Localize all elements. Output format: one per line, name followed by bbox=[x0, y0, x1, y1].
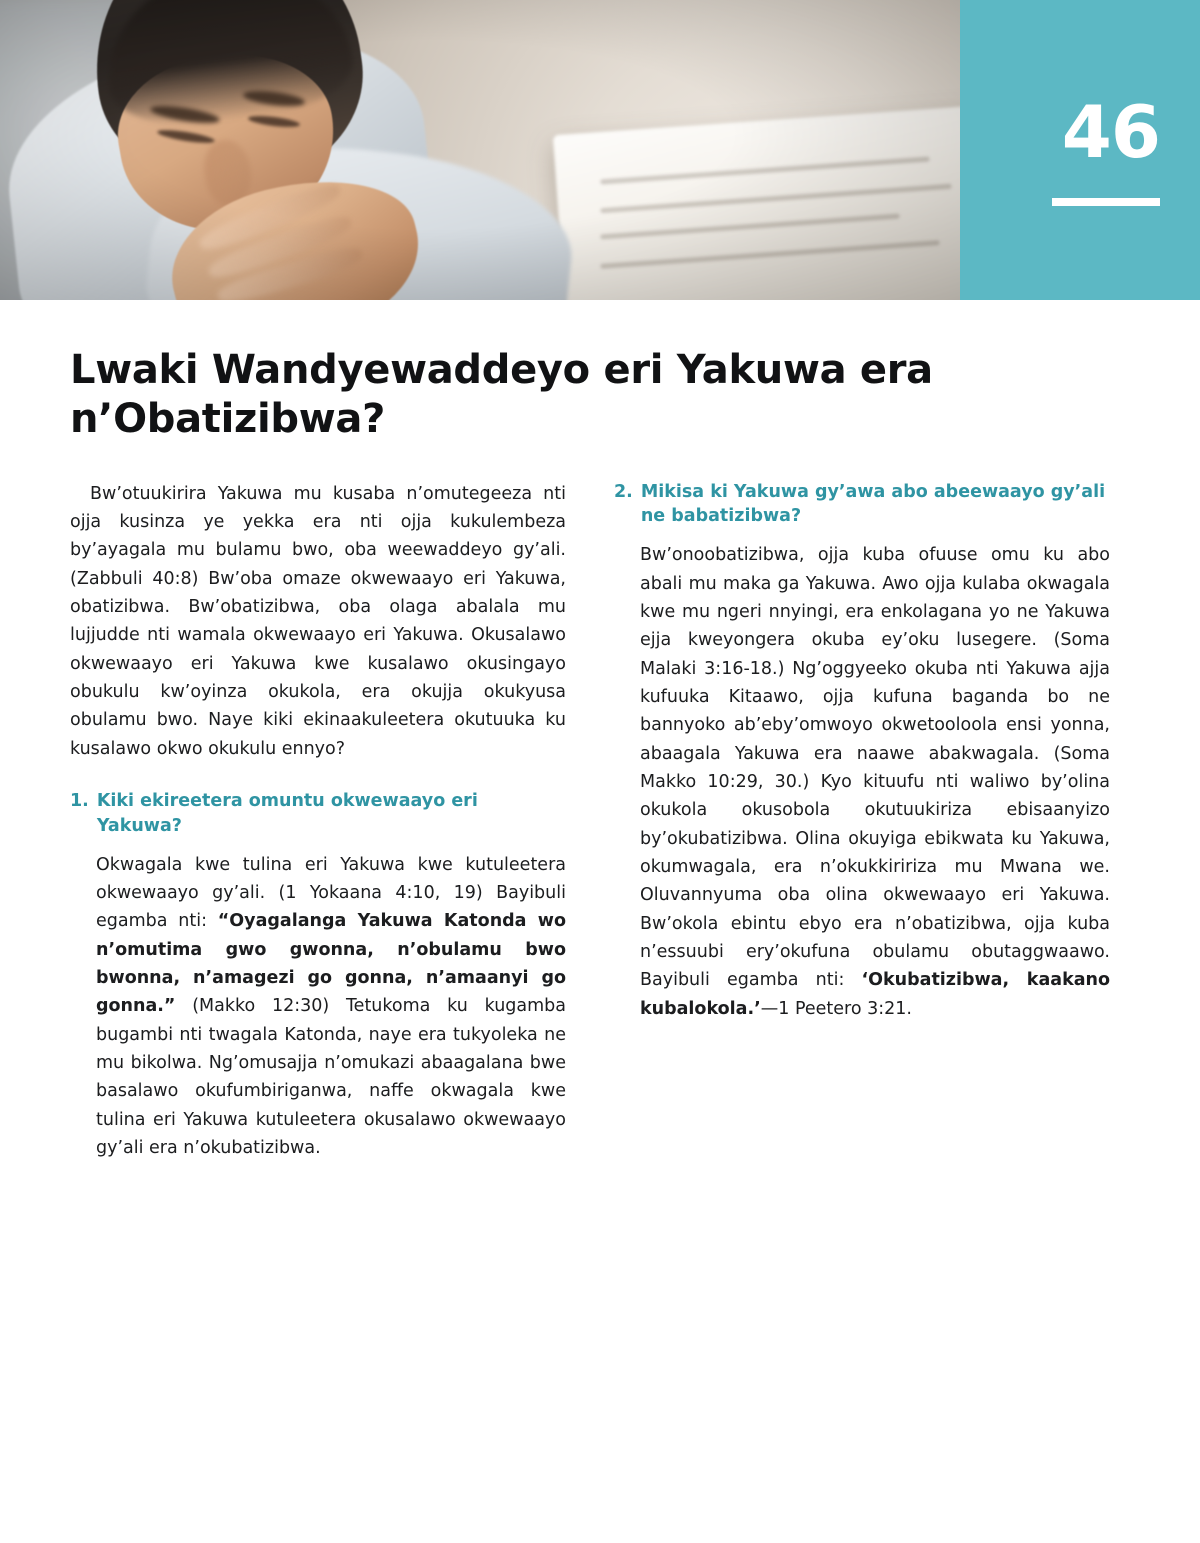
question-text: Mikisa ki Yakuwa gy’awa abo abeewaayo gy’ali ne babatizibwa? bbox=[640, 481, 1106, 527]
bold-quote: “Oyagalanga Yakuwa Katonda wo n’omutima gwo gwonna, n’obulamu bwo bwonna, n’amagezi go gonna, n’amaanyi go gonna.” bbox=[96, 911, 566, 1017]
bold-quote: ‘Okubatizibwa, kaakano kubalokola.’ bbox=[640, 970, 1110, 1019]
column-left bbox=[70, 480, 566, 1163]
text-run: Okwagala kwe tulina eri Yakuwa kwe kutuleetera okwewaayo gy’ali. (1 Yokaana 4:10, 19) Bayibuli egamba nti: bbox=[96, 854, 566, 932]
man-praying-with-bible-photo bbox=[0, 0, 960, 300]
answer-paragraph-2 bbox=[614, 541, 1110, 1023]
question-text: Kiki ekireetera omuntu okwewaayo eri Yakuwa? bbox=[96, 791, 478, 836]
chapter-badge bbox=[960, 0, 1200, 300]
answer-paragraph-1 bbox=[70, 851, 566, 1163]
question-heading-1 bbox=[70, 789, 566, 839]
question-heading-2 bbox=[614, 480, 1110, 530]
text-run: —1 Peetero 3:21. bbox=[760, 998, 912, 1019]
column-right bbox=[614, 480, 1110, 1163]
question-number: 1. bbox=[70, 791, 89, 812]
badge-underline bbox=[1052, 198, 1160, 206]
text-run: (Makko 12:30) Tetukoma ku kugamba bugambi nti twagala Katonda, naye era tukyoleka ne mu bikolwa. Ng’omusajja n’omukazi abaagalana bwe basalawo okufumbiriganwa, naffe okwagala kwe tulina eri Yakuwa kutuleetera okusalawo okwewaayo gy’ali era n’okubatizibwa. bbox=[96, 996, 566, 1159]
intro-paragraph: Bw’otuukirira Yakuwa mu kusaba n’omutegeeza nti ojja kusinza ye yekka era nti ojja kukulembeza by’ayagala mu bulamu bwo, oba weewaddeyo gy’ali. (Zabbuli 40:8) Bw’oba omaze okwewaayo eri Yakuwa, obatizibwa. Bw’obatizibwa, oba olaga abalala mu lujjudde nti wamala okwewaayo eri Yakuwa. Okusalawo okwewaayo eri Yakuwa kwe kusalawo okusingayo obukulu kw’oyinza okukola, era okujja okukyusa obulamu bwo. Naye kiki ekinaakuleetera okutuuka ku kusalawo okwo okukulu ennyo? bbox=[70, 483, 566, 759]
question-number: 2. bbox=[614, 481, 633, 502]
page-title: Lwaki Wandyewaddeyo eri Yakuwa era n’Obatizibwa? bbox=[70, 347, 933, 442]
text-run: Bw’onoobatizibwa, ojja kuba ofuuse omu ku abo abali mu maka ga Yakuwa. Awo ojja kulaba okwagala kwe mu ngeri nnyingi, era enkolagana yo ne Yakuwa ejja kweyongera okuba ey’oku lusegere. (Soma Malaki 3:16-18.) Ng’oggyeeko okuba nti Yakuwa ajja kufuuka Kitaawo, ojja kufuna baganda bo ne bannyoko ab’eby’omwoyo okwetooloola ensi yonna, abaagala Yakuwa era naawe abakwagala. (Soma Makko 10:29, 30.) Kyo kituufu nti waliwo by’olina okukola okusobola okutuukiriza ebisaanyizo by’okubatizibwa. Olina okuyiga ebikwata ku Yakuwa, okumwagala, era n’okukkiririza mu Mwana we. Oluvannyuma oba olina okwewaayo eri Yakuwa. Bw’okola ebintu ebyo era n’obatizibwa, ojja kuba n’essuubi ery’okufuna obulamu obutaggwaawo. Bayibuli egamba nti: bbox=[640, 545, 1110, 991]
article-columns bbox=[70, 480, 1130, 1163]
chapter-number: 46 bbox=[1061, 90, 1160, 174]
hero-banner bbox=[0, 0, 1200, 300]
photo-vignette bbox=[0, 0, 960, 300]
